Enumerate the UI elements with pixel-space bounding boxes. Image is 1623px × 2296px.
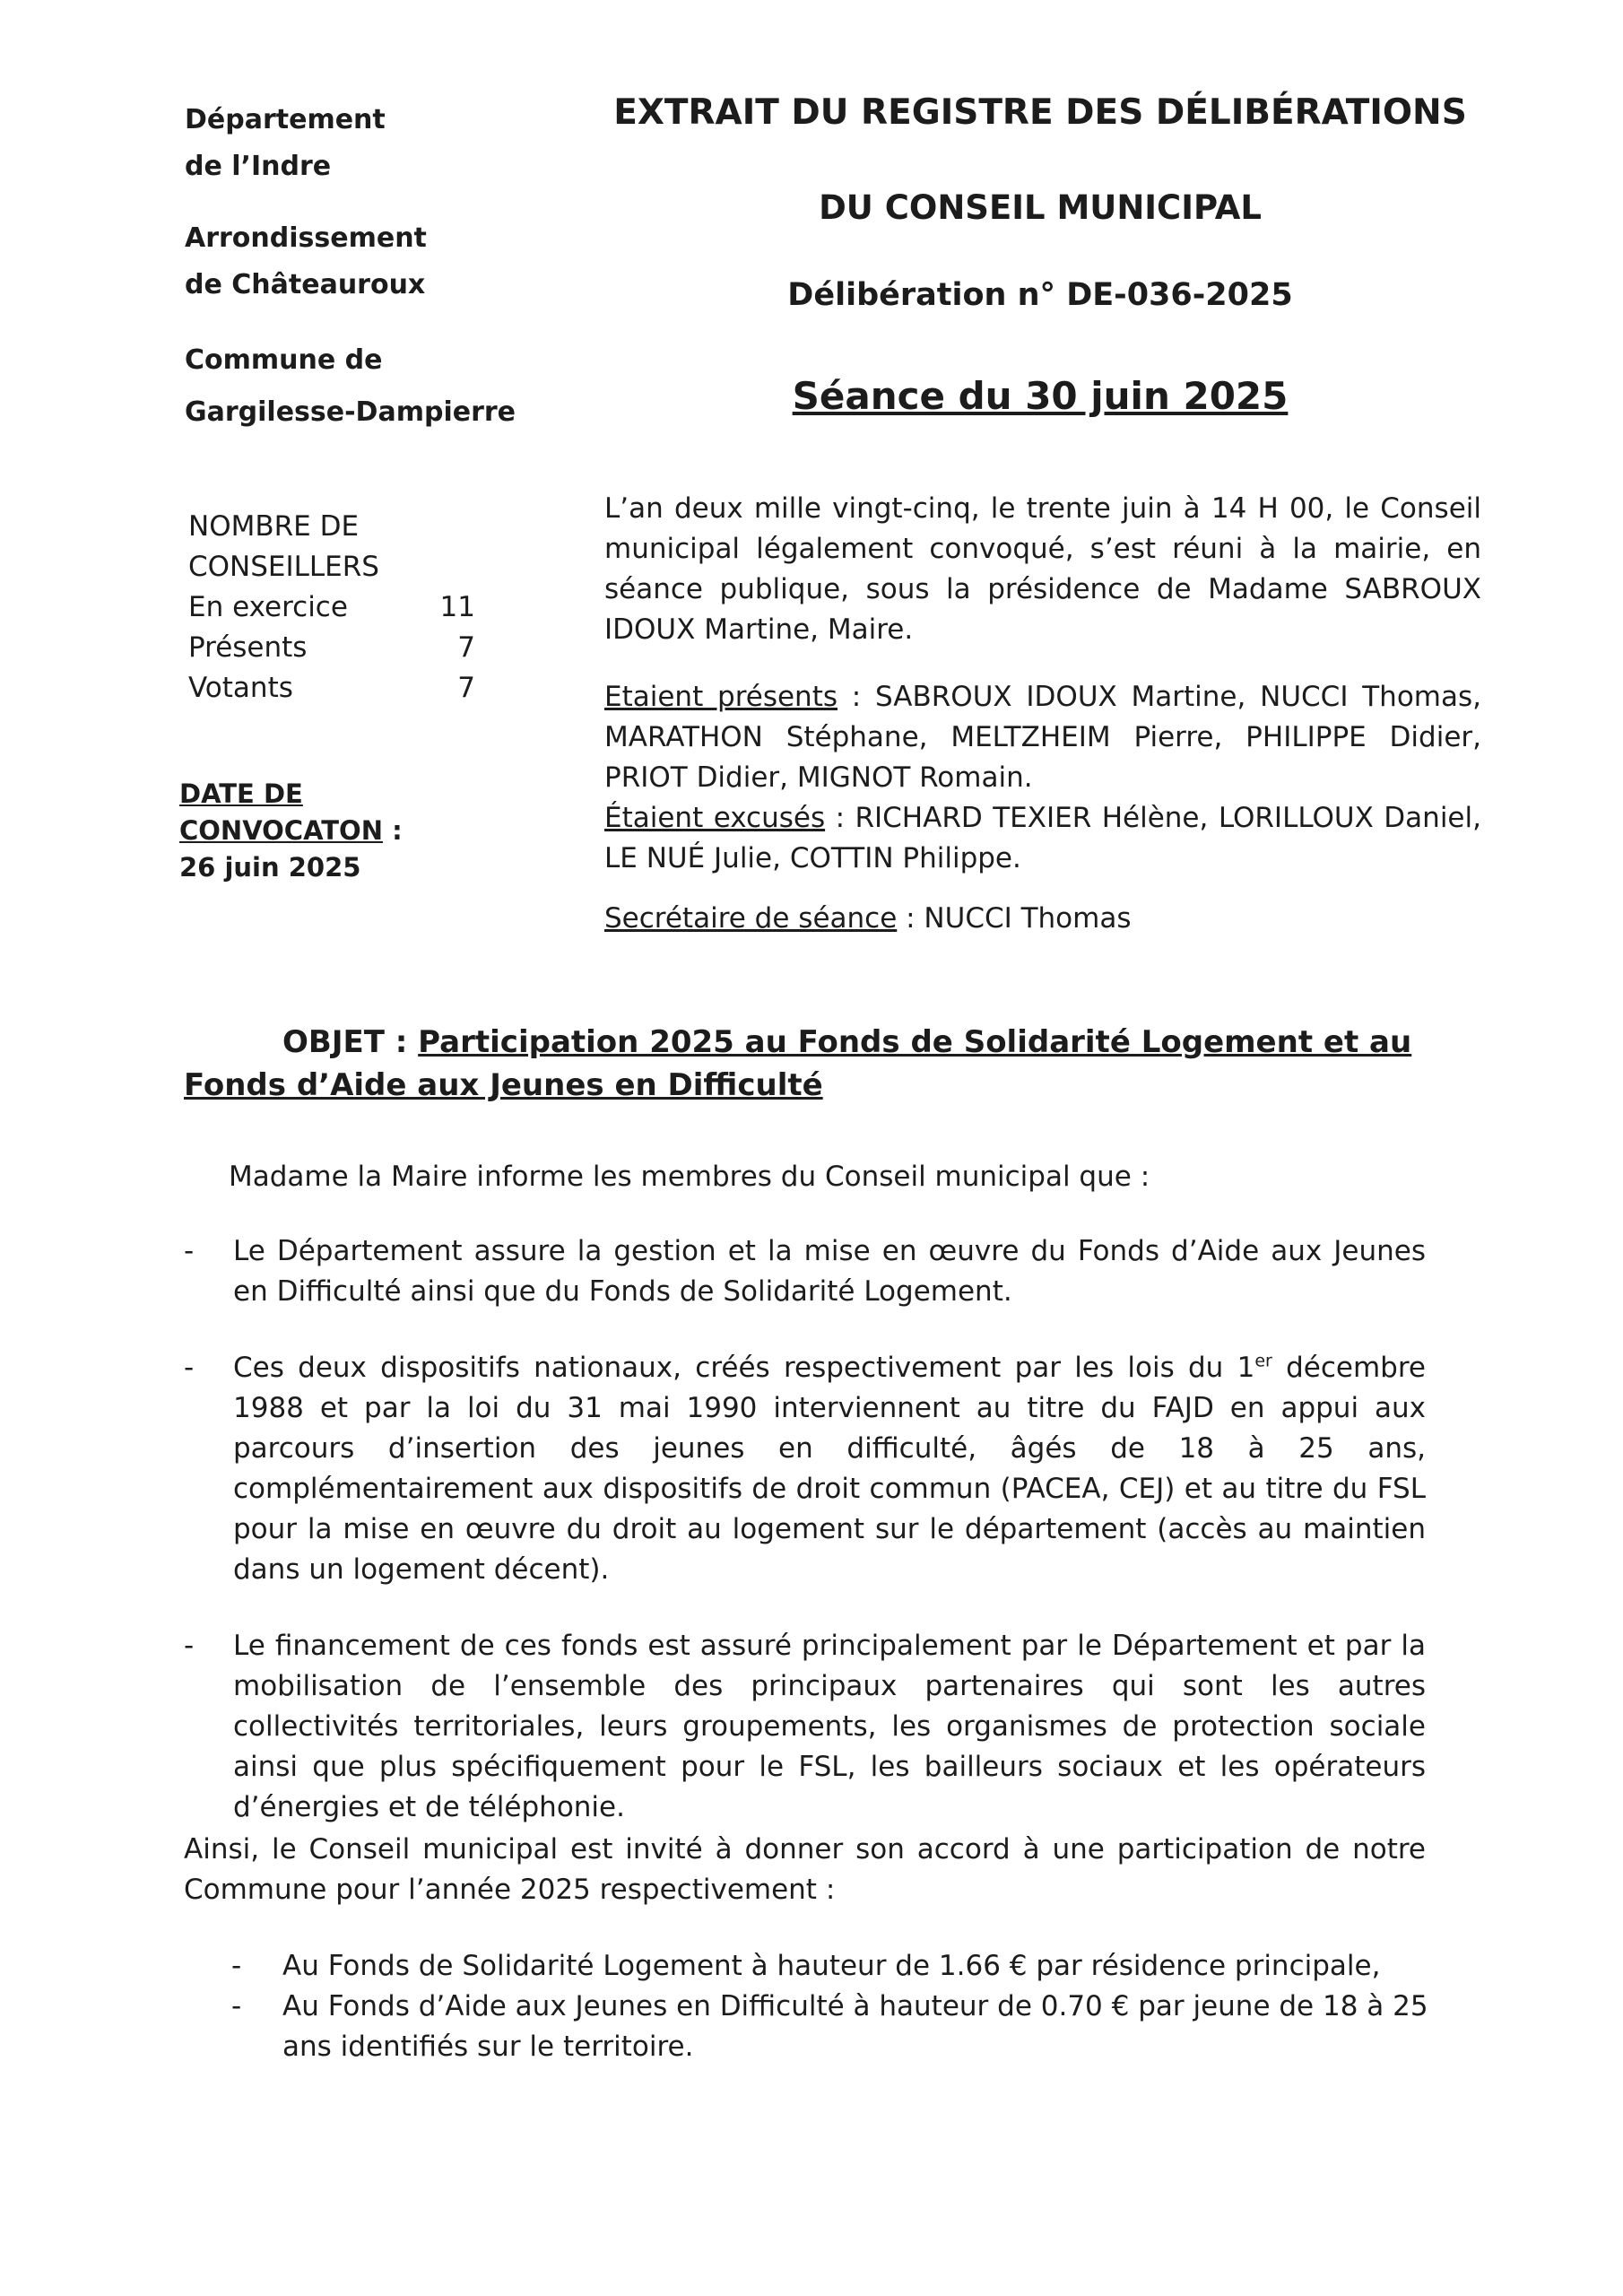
bullet-text: Le financement de ces fonds est assuré principalement par le Département et par la mobilisation de l’ensemble des principaux partenaires qui sont les autres collectivités territoriales, leurs groupements, les organismes de protection sociale ainsi que plus spécifiquement pour le FSL, les bailleurs sociaux et les opérateurs d’énergies et de téléphonie. xyxy=(233,1630,1426,1823)
secretary-name: : NUCCI Thomas xyxy=(897,902,1132,935)
dash-marker: - xyxy=(231,1950,242,1982)
present-label: Etaient présents xyxy=(604,681,838,713)
count-label: Présents xyxy=(188,631,308,664)
count-row xyxy=(188,587,475,628)
register-title: EXTRAIT DU REGISTRE DES DÉLIBÉRATIONS xyxy=(613,92,1467,133)
present-names: : SABROUX IDOUX Martine, NUCCI Thomas, MARATHON Stéphane, MELTZHEIM Pierre, PHILIPPE Didier, PRIOT Didier, MIGNOT Romain. xyxy=(604,681,1481,794)
count-label: En exercice xyxy=(188,591,348,623)
deliberation-number: Délibération n° DE-036-2025 xyxy=(787,277,1293,313)
attendees-present xyxy=(604,677,1481,798)
body-intro: Madame la Maire informe les membres du Conseil municipal que : xyxy=(229,1161,1150,1193)
departement-line-2: de l’Indre xyxy=(185,151,332,182)
session-details xyxy=(604,489,1481,939)
arrondissement-line-1: Arrondissement xyxy=(185,222,427,254)
convocation-date: 26 juin 2025 xyxy=(179,852,361,883)
dash-marker: - xyxy=(184,1235,195,1267)
participation-list xyxy=(231,1946,1428,2067)
bullet-text: Le Département assure la gestion et la mise en œuvre du Fonds d’Aide aux Jeunes en Difficulté ainsi que du Fonds de Solidarité Logement. xyxy=(233,1235,1426,1308)
session-secretary xyxy=(604,899,1481,939)
convocation-date-block xyxy=(179,776,403,886)
councillor-counts xyxy=(188,507,475,709)
bullet-text-part: décembre 1988 et par la loi du 31 mai 1990 interviennent au titre du FAJD en appui aux parcours d’insertion des jeunes en difficulté, âgés de 18 à 25 ans, complémentairement aux dispositifs de droit commun (PACEA, CEJ) et au titre du FSL pour la mise en œuvre du droit au logement sur le département (accès au maintien dans un logement décent). xyxy=(233,1352,1426,1586)
commune-line-2: Gargilesse-Dampierre xyxy=(185,396,516,428)
bullet-text-part: Ces deux dispositifs nationaux, créés respectivement par les lois du 1 xyxy=(233,1352,1255,1384)
count-value: 7 xyxy=(457,672,475,704)
counts-heading-2: CONSEILLERS xyxy=(188,551,379,583)
bullet-text xyxy=(233,1348,1426,1590)
dash-marker: - xyxy=(184,1352,195,1384)
secretary-label: Secrétaire de séance xyxy=(604,902,898,935)
count-label: Votants xyxy=(188,672,293,704)
convocation-label-1: DATE DE xyxy=(179,778,303,809)
list-item xyxy=(184,1231,1426,1312)
subject-title: Participation 2025 au Fonds de Solidarité Logement et au Fonds d’Aide aux Jeunes en Difficulté xyxy=(184,1024,1412,1103)
list-item xyxy=(184,1626,1426,1828)
council-invitation: Ainsi, le Conseil municipal est invité à donner son accord à une participation de notre Commune pour l’année 2025 respectivement : xyxy=(184,1833,1426,1906)
ordinal-superscript: er xyxy=(1254,1351,1272,1371)
count-value: 7 xyxy=(457,631,475,664)
session-intro: L’an deux mille vingt-cinq, le trente juin à 14 H 00, le Conseil municipal légalement convoqué, s’est réuni à la mairie, en séance publique, sous la présidence de Madame SABROUX IDOUX Martine, Maire. xyxy=(604,492,1481,646)
count-row xyxy=(188,628,475,668)
convocation-colon: : xyxy=(382,815,403,846)
council-title: DU CONSEIL MUNICIPAL xyxy=(819,188,1262,227)
participation-fajd: Au Fonds d’Aide aux Jeunes en Difficulté à hauteur de 0.70 € par jeune de 18 à 25 ans identifiés sur le territoire. xyxy=(282,1990,1428,2063)
excused-names: : RICHARD TEXIER Hélène, LORILLOUX Daniel, LE NUÉ Julie, COTTIN Philippe. xyxy=(604,802,1481,874)
dash-marker: - xyxy=(184,1630,195,1662)
counts-heading-1: NOMBRE DE xyxy=(188,510,360,543)
deliberation-body xyxy=(184,1157,1426,1864)
count-value: 11 xyxy=(439,591,475,623)
document-title-block xyxy=(592,88,1488,422)
administrative-header xyxy=(185,97,525,436)
dash-marker: - xyxy=(231,1990,242,2022)
session-date: Séance du 30 juin 2025 xyxy=(792,374,1289,418)
participation-fsl: Au Fonds de Solidarité Logement à hauteur de 1.66 € par résidence principale, xyxy=(282,1950,1381,1982)
attendees-excused xyxy=(604,798,1481,879)
list-item xyxy=(231,1946,1428,1987)
deliberation-subject xyxy=(184,1021,1448,1107)
list-item xyxy=(231,1987,1428,2067)
excused-label: Étaient excusés xyxy=(604,802,826,834)
convocation-label-2: CONVOCATON xyxy=(179,815,383,846)
count-row xyxy=(188,668,475,709)
commune-line-1: Commune de xyxy=(185,344,383,376)
arrondissement-line-2: de Châteauroux xyxy=(185,269,426,300)
subject-label: OBJET : xyxy=(282,1024,419,1060)
list-item xyxy=(184,1348,1426,1590)
departement-line-1: Département xyxy=(185,104,386,135)
